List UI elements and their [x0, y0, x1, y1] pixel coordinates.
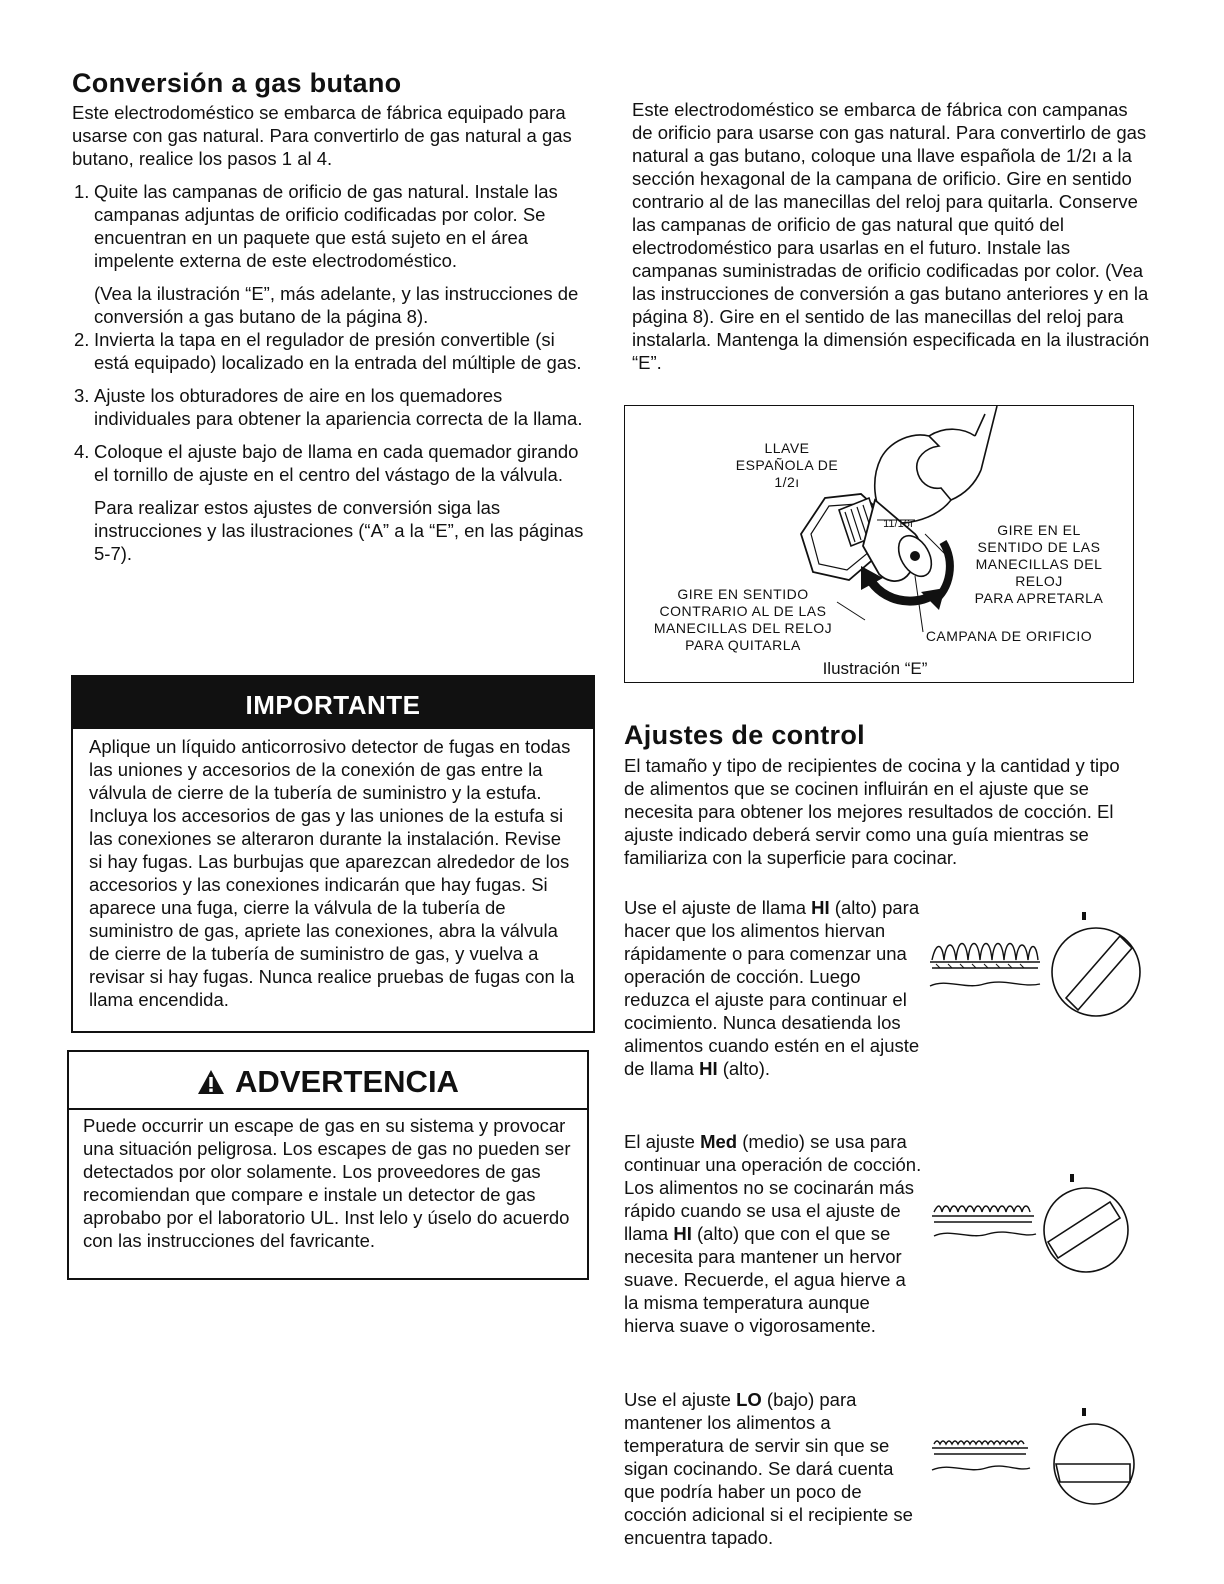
conversion-steps — [72, 180, 592, 565]
flame-hi-icon — [926, 912, 1148, 1030]
counterclockwise-label: GIRE EN SENTIDO CONTRARIO AL DE LAS MANECILLAS DEL RELOJ PARA QUITARLA — [653, 586, 833, 653]
dimension-label: 11/16ı — [883, 518, 913, 530]
left-column — [72, 68, 592, 565]
step-4-note: Para realizar estos ajustes de conversión siga las instrucciones y las ilustraciones (“A” a la “E”, en las páginas 5-7). — [94, 497, 584, 564]
orifice-label: CAMPANA DE ORIFICIO — [925, 628, 1093, 644]
flame-lo-icon — [930, 1408, 1142, 1512]
wrench-label: LLAVE ESPAÑOLA DE 1/2ı — [735, 440, 839, 490]
step-3: 3. Ajuste los obturadores de aire en los quemadores individuales para obtener la apariencia correcta de la llama. — [74, 385, 583, 429]
setting-med-text: El ajuste Med (medio) se usa para continuar una operación de cocción. Los alimentos no se cocinarán más rápido cuando se usa el ajuste de llama HI (alto) que con el que se necesita para mantener un hervor suave. Recuerde, el agua hierve a la misma temperatura aunque hierva suave o vigorosamente. — [624, 1131, 922, 1336]
controls-section — [624, 720, 1144, 869]
warning-text: Puede occurrir un escape de gas en su sistema y provocar una situación peligrosa. Los escapes de gas no pueden ser detectados por olor solamente. Los proveedores de gas recomiendan que compare e instale un detector de gas aprobabo por el laboratorio UL. Inst lelo y úselo do acuerdo con las instrucciones del favricante. — [83, 1115, 571, 1251]
important-box — [71, 675, 595, 1033]
step-1: 1. Quite las campanas de orificio de gas natural. Instale las campanas adjuntas de orificio codificadas por color. Se encuentran en un paquete que está sujeto en el área impelente externa de este electrodoméstico. — [74, 181, 558, 271]
step-4: 4. Coloque el ajuste bajo de llama en cada quemador girando el tornillo de ajuste en el centro del vástago de la válvula. — [74, 441, 579, 485]
warning-heading-row — [69, 1052, 587, 1110]
right-column — [632, 98, 1152, 374]
setting-hi-text: Use el ajuste de llama HI (alto) para hacer que los alimentos hiervan rápidamente o para comenzar una operación de cocción. Luego reduzca el ajuste para continuar el cocimiento. Nunca desatienda los alimentos cuando estén en el ajuste de llama HI (alto). — [624, 897, 920, 1079]
flame-med-icon — [930, 1174, 1142, 1284]
step-1-note: (Vea la ilustración “E”, más adelante, y las instrucciones de conversión a gas butano de la página 8). — [94, 283, 579, 327]
section-title-conversion: Conversión a gas butano — [72, 68, 402, 98]
warning-triangle-icon — [197, 1055, 225, 1115]
orifice-intro: Este electrodoméstico se embarca de fábrica con campanas de orificio para usarse con gas natural. Para convertirlo de gas natural a gas butano, coloque una llave española de 1/2ı a la sección hexagonal de la campana de orificio. Gire en sentido contrario al de las manecillas del reloj para quitarla. Conserve las campanas de orificio de gas natural que quitó del electrodoméstico para usarlas en el futuro. Instale las campanas suministradas de orificio codificadas por color. (Vea las instrucciones de conversión a gas butano anteriores y en la página 8). Gire en el sentido de las manecillas del reloj para instalarla. Mantenga la dimensión especificada en la ilustración “E”. — [632, 99, 1150, 373]
important-heading: IMPORTANTE — [73, 677, 593, 729]
conversion-intro: Este electrodoméstico se embarca de fábrica equipado para usarse con gas natural. Para convertirlo de gas natural a gas butano, realice los pasos 1 al 4. — [72, 102, 572, 169]
step-2: 2. Invierta la tapa en el regulador de presión convertible (si está equipado) localizado en la entrada del múltiple de gas. — [74, 329, 582, 373]
important-text: Aplique un líquido anticorrosivo detector de fugas en todas las uniones y accesorios de la conexión de gas entre la válvula de cierre de la tubería de suministro y la estufa. Incluya los accesorios de gas y las uniones de la estufa si las conexiones se alteraron durante la instalación. Revise si hay fugas. Las burbujas que aparezcan alrededor de los accesorios y las conexiones indicarán que hay fugas. Si aparece una fuga, cierre la válvula de la tubería de suministro de gas, apriete las conexiones, abra la válvula de cierre de la tubería de suministro de gas, y vuelva a revisar si hay fugas. Nunca realice pruebas de fugas con la llama encendida. — [89, 736, 575, 1010]
illustration-caption: Ilustración “E” — [822, 659, 928, 678]
setting-lo-text: Use el ajuste LO (bajo) para mantener los alimentos a temperatura de servir sin que se sigan cocinando. Se dará cuenta que podría haber un poco de cocción adicional si el recipiente se encuentra tapado. — [624, 1389, 913, 1548]
section-title-controls: Ajustes de control — [624, 720, 865, 750]
controls-intro: El tamaño y tipo de recipientes de cocina y la cantidad y tipo de alimentos que se cocinen influirán en el ajuste que se necesita para obtener los mejores resultados de cocción. El ajuste indicado deberá servir como una guía mientras se familiariza con la superficie para cocinar. — [624, 755, 1120, 868]
illustration-e — [624, 405, 1134, 683]
warning-heading: ADVERTENCIA — [235, 1064, 459, 1099]
clockwise-label: GIRE EN EL SENTIDO DE LAS MANECILLAS DEL RELOJ PARA APRETARLA — [974, 522, 1104, 606]
warning-box — [67, 1050, 589, 1280]
